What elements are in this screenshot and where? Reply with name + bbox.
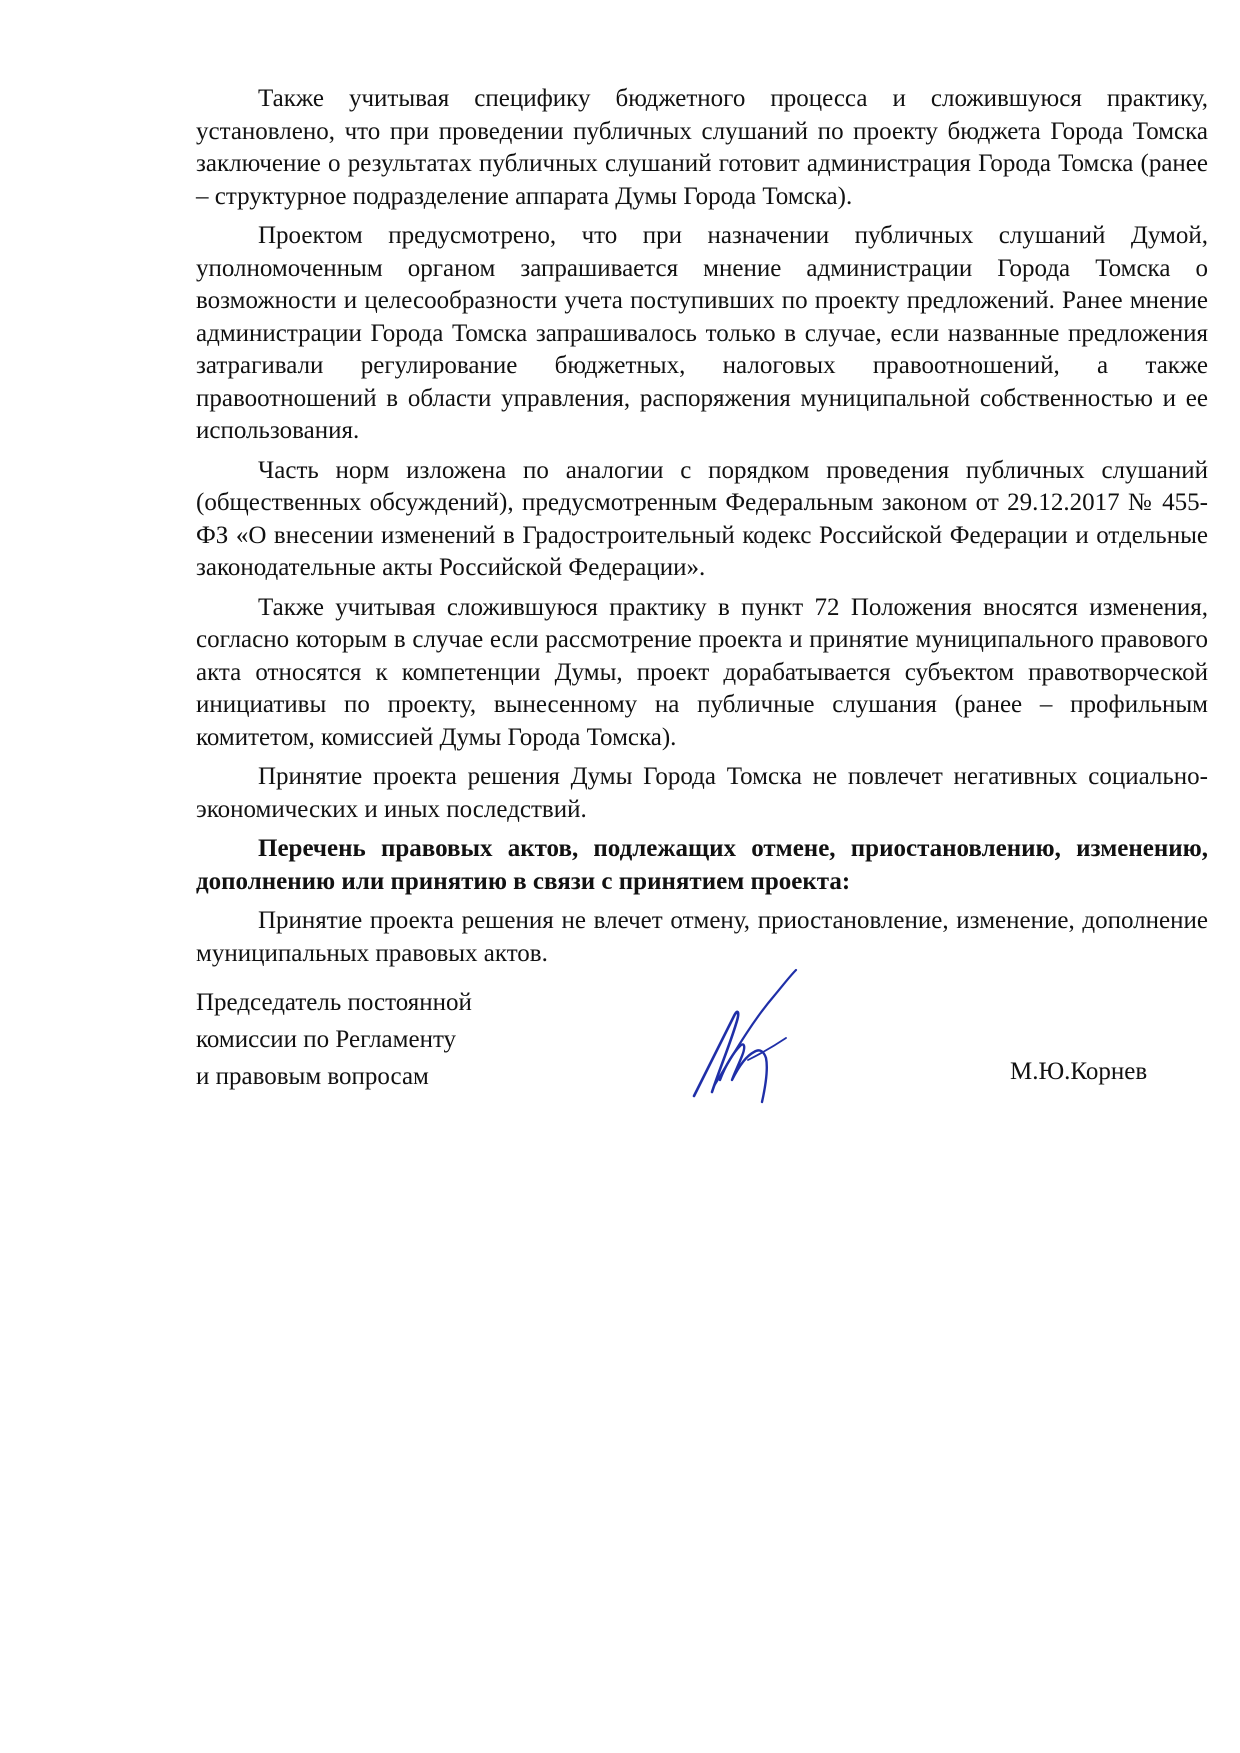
acts-list-text: Принятие проекта решения не влечет отмену, приостановление, изменение, дополнение муниципальных правовых актов. [196,907,1208,967]
acts-list-heading: Перечень правовых актов, подлежащих отмене, приостановлению, изменению, дополнению или принятию в связи с принятием проекта: [196,835,1208,895]
position-line: Председатель постоянной [196,989,472,1016]
paragraph-item-72-changes: Также учитывая сложившуюся практику в пункт 72 Положения вносятся изменения, согласно которым в случае если рассмотрение проекта и принятие муниципального правового акта относятся к компетенции Думы, проект дорабатывается субъектом правотворческой инициативы по проекту, вынесенному на публичные слушания (ранее – профильным комитетом, комиссией Думы Города Томска). [196,593,1208,751]
paragraph-administration-opinion: Проектом предусмотрено, что при назначении публичных слушаний Думой, уполномоченным органом запрашивается мнение администрации Города Томска о возможности и целесообразности учета поступивших по проекту предложений. Ранее мнение администрации Города Томска запрашивалось только в случае, если названные предложения затрагивали регулирование бюджетных, налоговых правоотношений, а также правоотношений в области управления, распоряжения муниципальной собственностью и ее использования. [196,222,1208,444]
handwritten-signature [690,968,820,1108]
signature-stroke [714,970,796,1086]
signatory-position [196,984,472,1095]
position-line: комиссии по Регламенту [196,1026,457,1053]
paragraph-no-negative-consequences: Принятие проекта решения Думы Города Томска не повлечет негативных социально-экономических и иных последствий. [196,763,1208,823]
signer-name: М.Ю.Корнев [1010,1058,1148,1085]
paragraph-budget-hearings: Также учитывая специфику бюджетного процесса и сложившуюся практику, установлено, что при проведении публичных слушаний по проекту бюджета Города Томска заключение о результатах публичных слушаний готовит администрация Города Томска (ранее – структурное подразделение аппарата Думы Города Томска). [196,85,1208,210]
signature-stroke [748,1038,786,1060]
explanatory-note-body [196,83,1208,977]
paragraph-federal-law-analogy: Часть норм изложена по аналогии с порядком проведения публичных слушаний (общественных обсуждений), предусмотренным Федеральным законом от 29.12.2017 № 455-ФЗ «О внесении изменений в Градостроительный кодекс Российской Федерации и отдельные законодательные акты Российской Федерации». [196,456,1208,581]
position-line: и правовым вопросам [196,1063,429,1090]
